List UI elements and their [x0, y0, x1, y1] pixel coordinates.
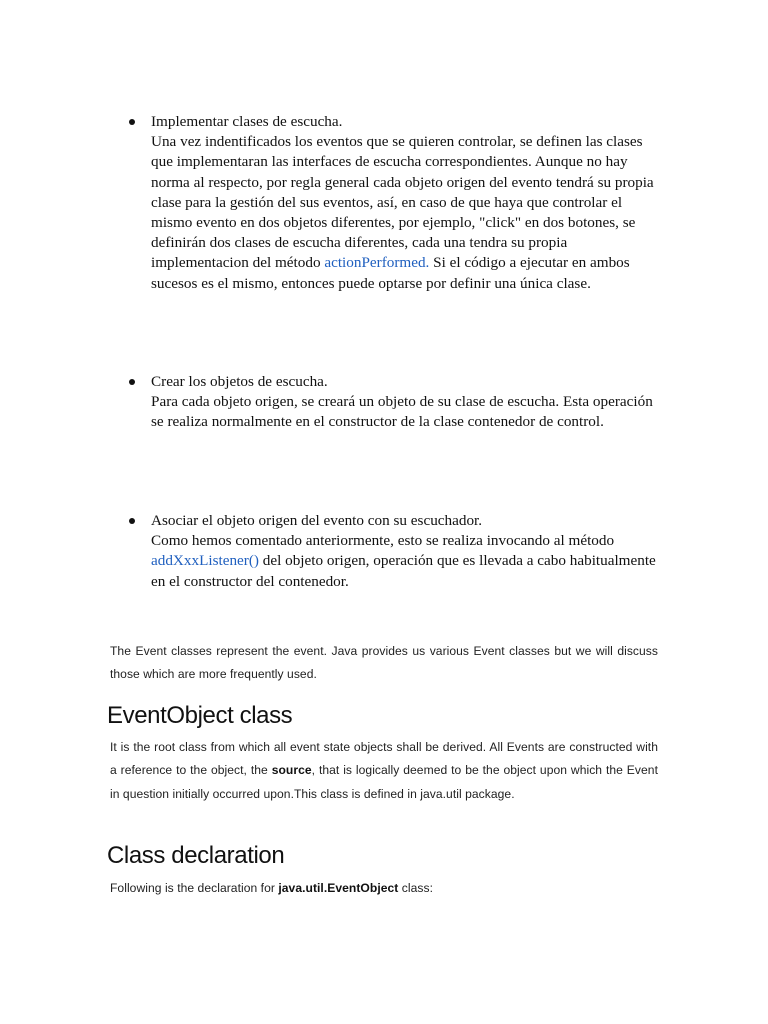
bullet-title: Crear los objetos de escucha. — [151, 373, 328, 390]
bullet-body-text-cont: del objeto origen, operación que es llevada a cabo habitualmente en el constructor del contenedor. — [151, 552, 656, 590]
eventobject-text: It is the root class from which all event state objects shall be derived. All Events are constructed with a reference to the object, the — [110, 740, 658, 778]
class-declaration-heading: Class declaration — [107, 842, 285, 869]
source-keyword: source — [271, 763, 312, 778]
bullet-body-text: Una vez indentificados los eventos que se quieren controlar, se definen las clases que implementaran las interfaces de escucha correspondientes. Aunque no hay norma al respecto, por regla general cada objeto origen del evento tendrá su propia clase para la gestión del sus eventos, así, en caso de que haya que controlar el mismo evento en dos objetos diferentes, por ejemplo, "click" en dos botones, se definirán dos clases de escucha diferentes, cada una tendra su propia implementacion del método — [151, 133, 654, 272]
bullet-body-text: Como hemos comentado anteriormente, esto se realiza invocando al método — [151, 532, 615, 550]
declaration-text: Following is the declaration for — [110, 881, 279, 895]
method-link[interactable]: addXxxListener() — [151, 552, 259, 570]
bullet-dot-icon — [129, 379, 135, 385]
declaration-paragraph — [110, 877, 658, 900]
class-name-keyword: java.util.EventObject — [278, 881, 399, 895]
bullet-body-text-cont: Si el código a ejecutar en ambos sucesos es el mismo, entonces puede optarse por definir una única clase. — [151, 254, 630, 292]
bullet-body — [151, 132, 661, 294]
method-link[interactable]: actionPerformed. — [324, 254, 430, 272]
declaration-text-cont: class: — [398, 881, 433, 895]
bullet-title: Implementar clases de escucha. — [151, 113, 343, 130]
bullet-text — [151, 511, 661, 592]
bullet-title: Asociar el objeto origen del evento con su escuchador. — [151, 512, 483, 529]
eventobject-text-cont: , that is logically deemed to be the object upon which the Event in question initially occurred upon.This class is defined in java.util package. — [110, 763, 658, 801]
bullet-text — [151, 372, 661, 433]
bullet-body: Para cada objeto origen, se creará un objeto de su clase de escucha. Esta operación se realiza normalmente en el constructor de la clase contenedor de control. — [151, 393, 653, 431]
eventobject-heading: EventObject class — [107, 702, 293, 729]
bullet-dot-icon — [129, 518, 135, 524]
bullet-dot-icon — [129, 119, 135, 125]
eventobject-paragraph — [110, 736, 658, 806]
bullet-text — [151, 112, 661, 294]
intro-paragraph: The Event classes represent the event. Java provides us various Event classes but we will discuss those which are more frequently used. — [110, 644, 658, 682]
bullet-body — [151, 531, 661, 592]
